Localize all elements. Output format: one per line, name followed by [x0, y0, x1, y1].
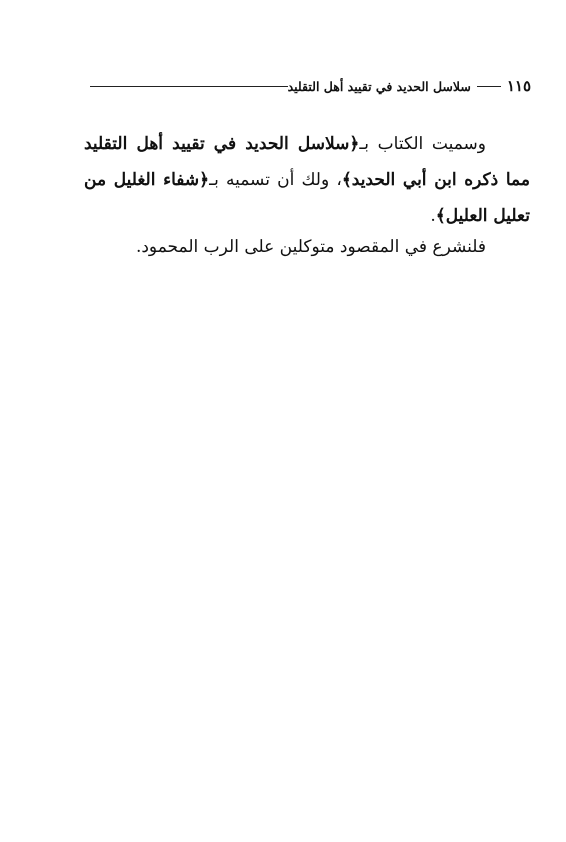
body-text — [84, 126, 530, 260]
running-header — [84, 74, 531, 98]
header-rule — [90, 86, 288, 87]
ornate-bracket-open: ﴿ — [349, 134, 360, 154]
ornate-bracket-close: ﴾ — [435, 206, 446, 226]
ornate-bracket-open: ﴿ — [199, 170, 210, 190]
running-header-title: سلاسل الحديد في تقييد أهل التقليد — [287, 78, 471, 94]
ornate-bracket-close: ﴾ — [341, 170, 352, 190]
page-number: ١١٥ — [506, 77, 531, 95]
header-rule — [477, 86, 501, 87]
naming-middle: ، ولك أن تسميه بـ — [209, 170, 342, 190]
naming-prefix: وسميت الكتاب بـ — [359, 134, 486, 154]
paragraph-naming — [84, 126, 530, 234]
alternate-title: شفاء الغليل من تعليل العليل — [84, 170, 530, 226]
book-title: سلاسل الحديد في تقييد أهل التقليد مما ذكره ابن أبي الحديد — [84, 134, 530, 190]
naming-end: . — [430, 206, 436, 226]
paragraph-closing: فلنشرع في المقصود متوكلين على الرب المحمود. — [135, 237, 486, 257]
